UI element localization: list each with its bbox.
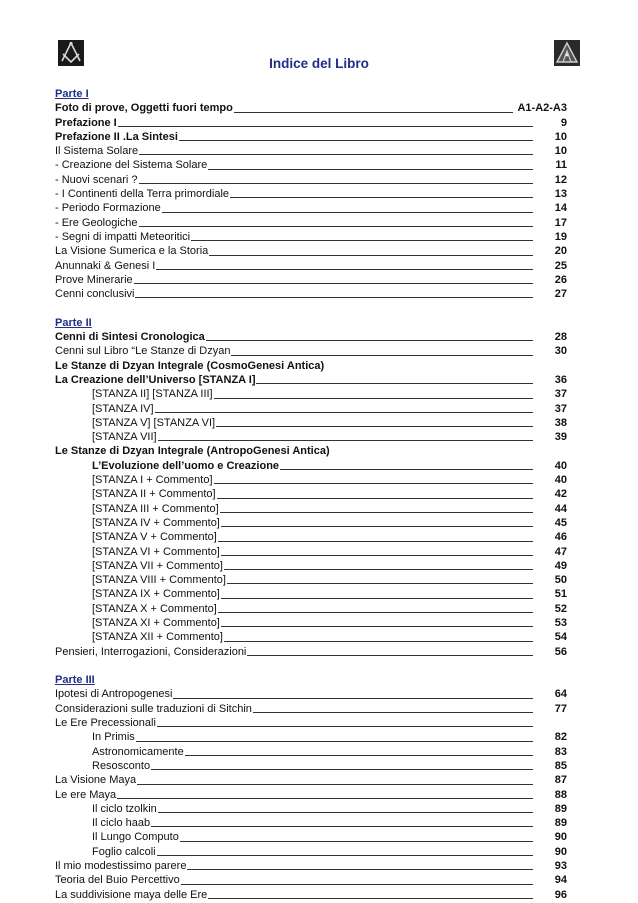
toc-entry-page: 83 bbox=[554, 745, 567, 758]
toc-entry-page: 11 bbox=[555, 159, 567, 172]
leader-line bbox=[208, 898, 533, 899]
leader-line bbox=[221, 626, 533, 627]
toc-entry-page: 37 bbox=[554, 388, 567, 401]
part-heading[interactable]: Parte II bbox=[55, 316, 92, 329]
leader-line bbox=[156, 269, 533, 270]
toc-entry[interactable] bbox=[55, 545, 567, 559]
toc-entry-page: 14 bbox=[554, 202, 567, 215]
toc-entry-page: 17 bbox=[554, 216, 567, 229]
leader-line bbox=[180, 841, 533, 842]
toc-entry-page: 40 bbox=[554, 459, 567, 472]
leader-line bbox=[134, 283, 533, 284]
toc-entry-title: Pensieri, Interrogazioni, Considerazioni bbox=[55, 645, 247, 658]
toc-entry[interactable] bbox=[55, 259, 567, 273]
toc-entry-page: 88 bbox=[554, 788, 567, 801]
toc-entry-title: [STANZA VII] bbox=[92, 431, 157, 444]
toc-entry-title: Le ere Maya bbox=[55, 788, 117, 801]
toc-entry-title: Cenni conclusivi bbox=[55, 288, 135, 301]
toc-entry-page: 64 bbox=[554, 688, 567, 701]
toc-entry-title: [STANZA XI + Commento] bbox=[92, 616, 220, 629]
toc-entry-page: 9 bbox=[560, 116, 567, 129]
leader-line bbox=[139, 183, 533, 184]
toc-entry[interactable] bbox=[55, 416, 567, 430]
toc-entry[interactable] bbox=[55, 502, 567, 516]
leader-line bbox=[139, 154, 533, 155]
toc-entry[interactable] bbox=[55, 587, 567, 601]
leader-line bbox=[117, 798, 533, 799]
toc-entry-title: Considerazioni sulle traduzioni di Sitchin bbox=[55, 702, 252, 715]
toc-entry-title: [STANZA VIII + Commento] bbox=[92, 574, 226, 587]
toc-entry-page: 28 bbox=[554, 331, 567, 344]
toc-entry[interactable] bbox=[55, 173, 567, 187]
toc-entry-title: Il Lungo Computo bbox=[92, 831, 179, 844]
toc-entry-page: 30 bbox=[554, 345, 567, 358]
toc-entry[interactable] bbox=[55, 845, 567, 859]
toc-entry-title: [STANZA V] [STANZA VI] bbox=[92, 416, 216, 429]
leader-line bbox=[220, 512, 533, 513]
toc-entry-page: 87 bbox=[554, 774, 567, 787]
toc-entry[interactable] bbox=[55, 759, 567, 773]
leader-line bbox=[247, 655, 533, 656]
toc-entry-title: La Visione Sumerica e la Storia bbox=[55, 245, 209, 258]
toc-entry-page: 85 bbox=[554, 759, 567, 772]
toc-entry-page: 37 bbox=[554, 402, 567, 415]
toc-entry-page: A1-A2-A3 bbox=[517, 102, 567, 115]
toc-entry-title: - Creazione del Sistema Solare bbox=[55, 159, 208, 172]
toc-entry[interactable] bbox=[55, 430, 567, 444]
toc-entry[interactable] bbox=[55, 101, 567, 115]
leader-line bbox=[214, 398, 533, 399]
leader-line bbox=[179, 140, 533, 141]
leader-line bbox=[208, 169, 533, 170]
toc-entry[interactable] bbox=[55, 473, 567, 487]
leader-line bbox=[214, 483, 533, 484]
toc-entry[interactable] bbox=[55, 816, 567, 830]
toc-entry-title: Cenni di Sintesi Cronologica bbox=[55, 331, 205, 344]
toc-section bbox=[55, 87, 567, 301]
leader-line bbox=[280, 469, 533, 470]
leader-line bbox=[221, 555, 533, 556]
toc-entry[interactable] bbox=[55, 702, 567, 716]
leader-line bbox=[221, 598, 533, 599]
leader-line bbox=[218, 612, 533, 613]
toc-entry-title: Il Sistema Solare bbox=[55, 145, 139, 158]
toc-entry-page: 39 bbox=[554, 431, 567, 444]
toc-entry-page: 47 bbox=[554, 545, 567, 558]
leader-line bbox=[221, 526, 533, 527]
toc-entry[interactable] bbox=[55, 616, 567, 630]
toc-entry-page: 49 bbox=[554, 559, 567, 572]
toc-entry[interactable] bbox=[55, 630, 567, 644]
toc-entry-page: 36 bbox=[554, 373, 567, 386]
toc-entry[interactable] bbox=[55, 402, 567, 416]
toc-entry-title: Le Ere Precessionali bbox=[55, 717, 156, 730]
toc-entry-page: 93 bbox=[554, 860, 567, 873]
leader-line bbox=[187, 869, 533, 870]
toc-entry-title: Foto di prove, Oggetti fuori tempo bbox=[55, 102, 233, 115]
toc-entry[interactable] bbox=[55, 559, 567, 573]
leader-line bbox=[157, 855, 533, 856]
toc-entry[interactable] bbox=[55, 459, 567, 473]
page-title: Indice del Libro bbox=[269, 56, 369, 71]
toc-entry-title: - Nuovi scenari ? bbox=[55, 173, 138, 186]
toc-entry-page: 50 bbox=[554, 574, 567, 587]
toc-entry-title: Ipotesi di Antropogenesi bbox=[55, 688, 173, 701]
toc-entry-title: [STANZA IX + Commento] bbox=[92, 588, 220, 601]
toc-entry[interactable] bbox=[55, 387, 567, 401]
toc-entry-title: Le Stanze di Dzyan Integrale (AntropoGenesi Antica) bbox=[55, 445, 330, 458]
toc-entry[interactable] bbox=[55, 201, 567, 215]
leader-line bbox=[234, 112, 514, 113]
toc-entry-page: 89 bbox=[554, 802, 567, 815]
leader-line bbox=[158, 440, 533, 441]
toc-entry-page: 40 bbox=[554, 474, 567, 487]
toc-entry[interactable] bbox=[55, 344, 567, 358]
toc-entry-title: [STANZA II] [STANZA III] bbox=[92, 388, 213, 401]
toc-entry[interactable] bbox=[55, 573, 567, 587]
toc-entry[interactable] bbox=[55, 873, 567, 887]
toc-entry[interactable] bbox=[55, 230, 567, 244]
toc-entry[interactable] bbox=[55, 888, 567, 902]
leader-line bbox=[227, 583, 533, 584]
toc-entry[interactable] bbox=[55, 487, 567, 501]
leader-line bbox=[191, 240, 533, 241]
toc-entry-title: In Primis bbox=[92, 731, 135, 744]
leader-line bbox=[158, 812, 533, 813]
section-spacer bbox=[55, 659, 567, 673]
leader-line bbox=[224, 641, 533, 642]
leader-line bbox=[253, 712, 533, 713]
toc-entry-title: La Creazione dell’Universo [STANZA I] bbox=[55, 373, 256, 386]
toc-entry-page: 96 bbox=[554, 888, 567, 901]
toc-entry-title: Prefazione I bbox=[55, 116, 117, 129]
toc-entry-title: [STANZA V + Commento] bbox=[92, 531, 217, 544]
toc-entry-page: 42 bbox=[554, 488, 567, 501]
toc-entry-title: [STANZA I + Commento] bbox=[92, 474, 213, 487]
toc-entry-page: 27 bbox=[554, 288, 567, 301]
toc-entry-page: 45 bbox=[554, 516, 567, 529]
leader-line bbox=[155, 412, 533, 413]
toc-entry-title: Astronomicamente bbox=[92, 745, 184, 758]
toc-entry-title: Il mio modestissimo parere bbox=[55, 860, 187, 873]
leader-line bbox=[157, 726, 533, 727]
toc-entry[interactable] bbox=[55, 330, 567, 344]
toc-entry-page: 10 bbox=[554, 145, 567, 158]
leader-line bbox=[151, 826, 533, 827]
toc-entry-page: 10 bbox=[554, 130, 567, 143]
toc-entry-title: [STANZA II + Commento] bbox=[92, 488, 216, 501]
toc-entry-page: 25 bbox=[554, 259, 567, 272]
leader-line bbox=[216, 426, 533, 427]
toc-entry-title: [STANZA VII + Commento] bbox=[92, 559, 223, 572]
toc-entry-title: [STANZA III + Commento] bbox=[92, 502, 219, 515]
toc-entry[interactable] bbox=[55, 830, 567, 844]
toc-entry-title: Foglio calcoli bbox=[92, 845, 156, 858]
toc-entry[interactable] bbox=[55, 859, 567, 873]
toc-entry-page: 46 bbox=[554, 531, 567, 544]
toc-entry-title: [STANZA XII + Commento] bbox=[92, 631, 223, 644]
leader-line bbox=[209, 255, 533, 256]
table-of-contents bbox=[55, 87, 567, 902]
toc-entry[interactable] bbox=[55, 687, 567, 701]
toc-entry[interactable] bbox=[55, 716, 567, 730]
toc-entry[interactable] bbox=[55, 216, 567, 230]
leader-line bbox=[217, 498, 533, 499]
toc-entry-title: Il ciclo tzolkin bbox=[92, 802, 157, 815]
leader-line bbox=[137, 784, 533, 785]
toc-entry-page: 82 bbox=[554, 731, 567, 744]
toc-entry-page: 44 bbox=[554, 502, 567, 515]
toc-entry[interactable] bbox=[55, 645, 567, 659]
leader-line bbox=[139, 226, 533, 227]
leader-line bbox=[118, 126, 533, 127]
part-heading[interactable]: Parte I bbox=[55, 88, 89, 100]
toc-entry[interactable] bbox=[55, 130, 567, 144]
toc-entry-title: L’Evoluzione dell’uomo e Creazione bbox=[92, 459, 280, 472]
leader-line bbox=[231, 355, 533, 356]
toc-entry-page: 52 bbox=[554, 602, 567, 615]
leader-line bbox=[224, 569, 533, 570]
toc-entry[interactable] bbox=[55, 116, 567, 130]
toc-entry-page: 12 bbox=[554, 173, 567, 186]
toc-entry[interactable] bbox=[55, 287, 567, 301]
toc-entry-page: 19 bbox=[554, 230, 567, 243]
toc-entry-title: Teoria del Buio Percettivo bbox=[55, 874, 180, 887]
toc-entry-title: [STANZA X + Commento] bbox=[92, 602, 217, 615]
toc-entry-page: 26 bbox=[554, 273, 567, 286]
leader-line bbox=[135, 297, 533, 298]
toc-entry-title: - I Continenti della Terra primordiale bbox=[55, 188, 230, 201]
leader-line bbox=[185, 755, 533, 756]
leader-line bbox=[162, 212, 533, 213]
toc-section bbox=[55, 673, 567, 902]
toc-entry-title: La Visione Maya bbox=[55, 774, 137, 787]
toc-entry-title: Il ciclo haab bbox=[92, 817, 151, 830]
leader-line bbox=[181, 884, 533, 885]
toc-entry[interactable] bbox=[55, 530, 567, 544]
toc-entry-title: Resosconto bbox=[92, 759, 151, 772]
toc-entry-title: - Periodo Formazione bbox=[55, 202, 161, 215]
toc-entry[interactable] bbox=[55, 788, 567, 802]
toc-entry[interactable] bbox=[55, 144, 567, 158]
toc-entry-page: 90 bbox=[554, 831, 567, 844]
toc-entry[interactable] bbox=[55, 730, 567, 744]
toc-entry[interactable] bbox=[55, 187, 567, 201]
toc-entry-page: 13 bbox=[554, 188, 567, 201]
toc-entry-page: 94 bbox=[554, 874, 567, 887]
toc-entry-page: 90 bbox=[554, 845, 567, 858]
toc-entry[interactable] bbox=[55, 273, 567, 287]
toc-entry-title: - Ere Geologiche bbox=[55, 216, 138, 229]
toc-entry[interactable] bbox=[55, 244, 567, 258]
toc-entry-title: - Segni di impatti Meteoritici bbox=[55, 230, 191, 243]
toc-entry[interactable] bbox=[55, 516, 567, 530]
toc-entry-page: 38 bbox=[554, 416, 567, 429]
toc-entry[interactable] bbox=[55, 602, 567, 616]
leader-line bbox=[256, 383, 533, 384]
leader-line bbox=[173, 698, 533, 699]
toc-entry-page: 53 bbox=[554, 616, 567, 629]
leader-line bbox=[136, 741, 533, 742]
leader-line bbox=[151, 769, 533, 770]
toc-entry[interactable] bbox=[55, 802, 567, 816]
section-spacer bbox=[55, 301, 567, 315]
toc-entry-page: 20 bbox=[554, 245, 567, 258]
toc-entry[interactable] bbox=[55, 158, 567, 172]
toc-entry-title: La suddivisione maya delle Ere bbox=[55, 888, 208, 901]
toc-entry-title: [STANZA IV + Commento] bbox=[92, 516, 220, 529]
toc-entry-title: Cenni sul Libro “Le Stanze di Dzyan bbox=[55, 345, 231, 358]
leader-line bbox=[206, 340, 533, 341]
toc-section bbox=[55, 316, 567, 659]
part-heading[interactable]: Parte III bbox=[55, 674, 95, 687]
toc-entry-title: Anunnaki & Genesi I bbox=[55, 259, 156, 272]
toc-entry-title: Prefazione II .La Sintesi bbox=[55, 130, 178, 143]
toc-entry[interactable] bbox=[55, 359, 567, 373]
toc-entry-page: 89 bbox=[554, 817, 567, 830]
toc-entry[interactable] bbox=[55, 773, 567, 787]
leader-line bbox=[218, 541, 533, 542]
toc-entry[interactable] bbox=[55, 745, 567, 759]
toc-entry-title: Prove Minerarie bbox=[55, 273, 133, 286]
toc-entry-page: 77 bbox=[554, 702, 567, 715]
leader-line bbox=[230, 197, 533, 198]
toc-entry-title: Le Stanze di Dzyan Integrale (CosmoGenesi Antica) bbox=[55, 359, 325, 372]
toc-entry-title: [STANZA IV] bbox=[92, 402, 154, 415]
toc-entry-title: [STANZA VI + Commento] bbox=[92, 545, 220, 558]
toc-entry-page: 54 bbox=[554, 631, 567, 644]
toc-entry-page: 56 bbox=[554, 645, 567, 658]
toc-entry[interactable] bbox=[55, 444, 567, 458]
toc-entry[interactable] bbox=[55, 373, 567, 387]
toc-entry-page: 51 bbox=[554, 588, 567, 601]
